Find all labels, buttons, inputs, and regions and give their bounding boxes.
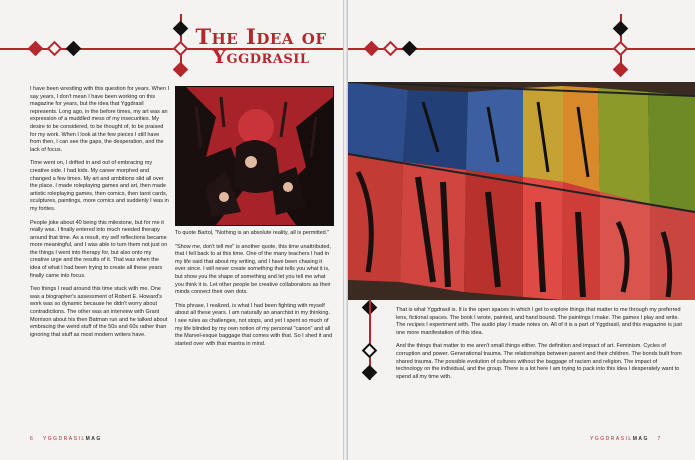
comic-illustration (175, 86, 334, 226)
magazine-suffix: MAG (85, 436, 102, 442)
paragraph: And the things that matter to me aren't small things either. The definition and impact of art. Feminism. Cycles of corruption and power. Generational trauma. The relationships between parent and their children. The bonds built from shared trauma. The possible evolution of cultures without the baggage of racism and religion. The impact of technology on the individual, and the group. There is a lot here I am trying to pack into this idea I desperately want to spend all my time with. (396, 343, 682, 380)
outline-diamond-ornament (613, 41, 629, 57)
black-diamond-ornament (613, 21, 629, 37)
paragraph: Time went on, I drifted in and out of embracing my creative side. I had kids. My career morphed and changed a few times. My art and ambitions slid all over the place. I made roleplaying games and art, then made artistic roleplaying games, then comics, then tarot cards, sculptures, paintings, more comics and suddenly I was in my forties. (30, 160, 169, 212)
outline-diamond-ornament (362, 343, 378, 359)
black-diamond-ornament (402, 41, 418, 57)
outline-diamond-ornament (383, 41, 399, 57)
middle-column (175, 230, 333, 354)
paragraph: That is what Yggdrasil is. It is the open spaces in which I get to explore things that matter to me through my preferred lens, fictional spaces. The book I wrote, painted, and hand bound. The paintings I make. The games I play and write. The recipes I experiment with. The audio play I made notes on. All of it is a part of Yggdrasil, and this magazine is just one more manifestation of this idea. (396, 307, 682, 336)
paragraph: Two things I read around this time stuck with me. One was a biographer's assessment of Robert E. Howard's work was so dynamic because he didn't worry about contradictions. The other was an interview with Grant Morrison about his then Batman run and he talked about embracing the weird stuff of the 50s and 60s rather than ignoring that stuff as most modern writers have. (30, 286, 168, 338)
page-number: 7 (657, 436, 662, 442)
red-diamond-ornament (28, 41, 44, 57)
gallery-photo (348, 82, 695, 300)
paragraph: People joke about 40 being this milestone, but for me it really was. I finally entered into much needed therapy around that time. As a result, my self reflections became more meaningful, and I was able to turn them not just on the things I went into therapy for, but also onto my creative urge and the results of it. That was when the idea of what I had been trying to create all these years finally came into focus. (30, 219, 168, 279)
black-diamond-ornament (66, 41, 82, 57)
page-number: 6 (30, 436, 35, 442)
paragraph: "Show me, don't tell me" is another quote, this time unattributed, that I fell back to at this time. One of the many teachers I had in my life said that about my writing, and I have been chasing it ever since. I will never create something that tells you what it is, but show you the shape of something and let you tell me what you think it is. Let other people be creative collaborators as their minds connect their own dots. (175, 243, 331, 296)
magazine-suffix: MAG (632, 436, 649, 442)
title-line-2: Yggdrasil (212, 46, 310, 69)
right-page (348, 0, 695, 460)
title-line-1: The Idea of (195, 24, 327, 49)
paragraph: I have been wrestling with this question for years. When I say years, I don't mean I have been working on this magazine for years, but the idea that Yggdrasil represents. Long ago, in the before times, my art was an expression of a muddled mess of my insecurities. My desire to be considered, to be thought of, to be praised for my work. When I look at the few pieces I still have from then, I can see the gaps, the desperation, and the lack of focus. (30, 86, 170, 153)
red-diamond-ornament (364, 41, 380, 57)
magazine-name: YGGDRASIL (42, 436, 86, 442)
magazine-name: YGGDRASIL (590, 436, 633, 442)
right-folio (590, 436, 662, 442)
right-column (396, 307, 683, 387)
left-page (0, 0, 343, 460)
left-folio (30, 436, 102, 442)
paragraph: This phrase, I realized, is what I had been fighting with myself about all these years. I am naturally an anarchist in my thinking. I see rules as challenges, not stops, and yet I spent so much of my life blinded by my own notion of my personal "canon" and all the Marvel-esque baggage that comes with that. So I shed it and started over with that mantra in mind. (175, 302, 333, 347)
red-diamond-ornament (613, 62, 629, 78)
article-title (186, 26, 336, 68)
black-diamond-ornament (362, 365, 378, 381)
top-rule (348, 48, 695, 50)
left-column (30, 86, 170, 345)
paragraph: To quote Bartol, "Nothing is an absolute reality, all is permitted." (175, 230, 330, 236)
outline-diamond-ornament (47, 41, 63, 57)
